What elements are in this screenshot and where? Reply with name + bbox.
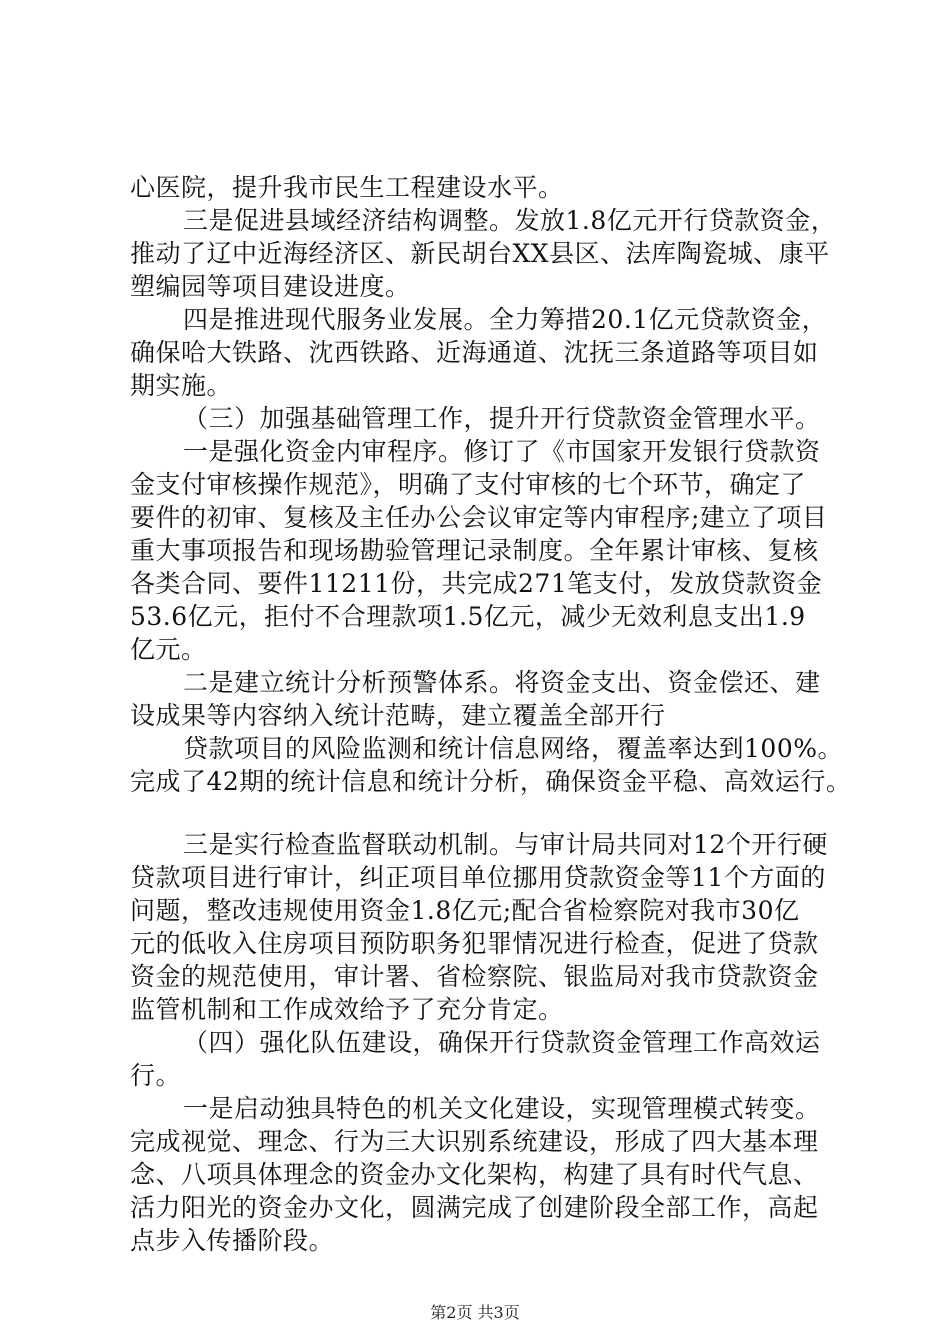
text-line: 推动了辽中近海经济区、新民胡台XX县区、法库陶瓷城、康平: [130, 239, 830, 268]
text-line: 金支付审核操作规范》，明确了支付审核的七个环节，确定了: [130, 470, 807, 499]
text-line: 资金的规范使用，审计署、省检察院、银监局对我市贷款资金: [130, 962, 819, 991]
text-line: 亿元。: [130, 635, 207, 664]
text-line: 设成果等内容纳入统计范畴，建立覆盖全部开行: [130, 701, 666, 730]
text-line: 53.6亿元，拒付不合理款项1.5亿元，减少无效利息支出1.9: [130, 602, 806, 631]
text-line: 三是促进县域经济结构调整。发放1.8亿元开行贷款资金，: [183, 206, 837, 235]
text-line: 要件的初审、复核及主任办公会议审定等内审程序;建立了项目: [130, 503, 828, 532]
text-line: 活力阳光的资金办文化，圆满完成了创建阶段全部工作，高起: [130, 1193, 819, 1222]
text-line: 贷款项目进行审计，纠正项目单位挪用贷款资金等11个方面的: [130, 863, 826, 892]
text-line: 问题，整改违规使用资金1.8亿元;配合省检察院对我市30亿: [130, 896, 800, 925]
text-line: 确保哈大铁路、沈西铁路、近海通道、沈抚三条道路等项目如: [130, 338, 819, 367]
text-line: 重大事项报告和现场勘验管理记录制度。全年累计审核、复核: [130, 536, 819, 565]
section-heading: （三）加强基础管理工作，提升开行贷款资金管理水平。: [183, 404, 821, 433]
text-line: 四是推进现代服务业发展。全力筹措20.1亿元贷款资金，: [183, 305, 828, 334]
text-line: 心医院，提升我市民生工程建设水平。: [130, 173, 564, 202]
text-line: 一是启动独具特色的机关文化建设，实现管理模式转变。: [183, 1094, 821, 1123]
text-line: 监管机制和工作成效给予了充分肯定。: [130, 995, 564, 1024]
text-line: 完成了42期的统计信息和统计分析，确保资金平稳、高效运行。: [130, 767, 852, 796]
section-heading: （四）强化队伍建设，确保开行贷款资金管理工作高效运: [183, 1028, 821, 1057]
text-line: 贷款项目的风险监测和统计信息网络，覆盖率达到100%。: [183, 734, 843, 763]
text-line: 各类合同、要件11211份，共完成271笔支付，发放贷款资金: [130, 569, 823, 598]
text-line: 点步入传播阶段。: [130, 1226, 335, 1255]
text-line: 元的低收入住房项目预防职务犯罪情况进行检查，促进了贷款: [130, 929, 819, 958]
text-line: 塑编园等项目建设进度。: [130, 272, 411, 301]
text-line: 完成视觉、理念、行为三大识别系统建设，形成了四大基本理: [130, 1127, 819, 1156]
text-line: 行。: [130, 1061, 182, 1090]
page-number: 第2页 共3页: [430, 1303, 520, 1322]
text-line: 三是实行检查监督联动机制。与审计局共同对12个开行硬: [183, 830, 828, 859]
text-line: 期实施。: [130, 371, 233, 400]
text-line: 二是建立统计分析预警体系。将资金支出、资金偿还、建: [183, 668, 821, 697]
text-line: 一是强化资金内审程序。修订了《市国家开发银行贷款资: [183, 437, 821, 466]
text-line: 念、八项具体理念的资金办文化架构，构建了具有时代气息、: [130, 1160, 819, 1189]
